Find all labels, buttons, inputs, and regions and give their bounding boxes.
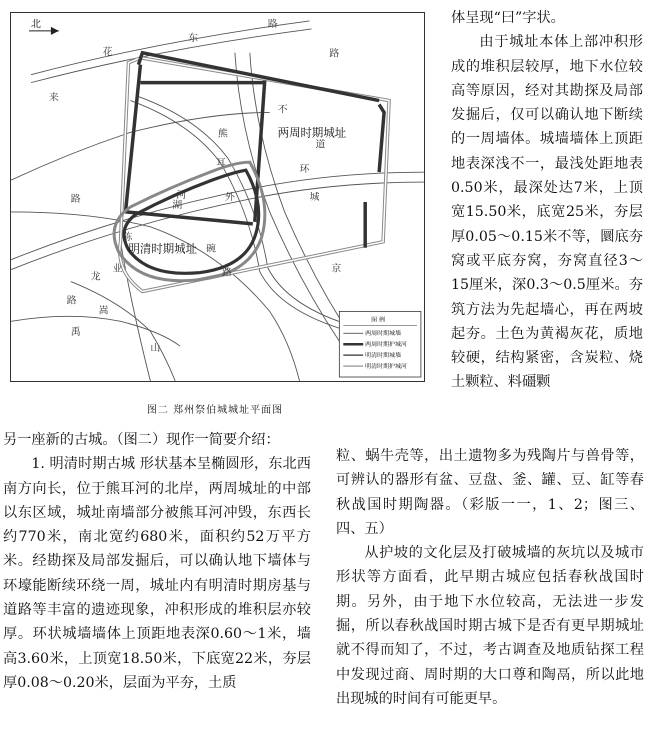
paragraph: 1. 明清时期古城 形状基本呈椭圆形，东北西南方向长，位于熊耳河的北岸，两周城址的中部以东区域，城址南墙部分被熊耳河冲毁，东西长约770米，南北宽约680米，面积约52万平方米。经勘探及局部发掘后，可以确认地下墙体与环壕能断续环绕一周，城址内有明清时期房基与道路等丰富的遗迹现象，冲积形成的堆积层亦较厚。环状城墙墙体上顶距地表深0.60～1米，墙高3.60米，上顶宽18.50米，下底宽22米，夯层厚0.08～0.20米，层面为平夯，土质: [3, 456, 311, 691]
svg-text:路: 路: [70, 193, 81, 205]
svg-text:花: 花: [102, 46, 113, 58]
paragraph: 从护坡的文化层及打破城墙的灰坑以及城市形状等方面看，此早期古城应包括春秋战国时期。另外，由于地下水位较高，无法进一步发掘，所以春秋战国时期古城下是否有更早期城址就不得而知了，不过，考古调查及地质钻探工程中发现过商、周时期的大口尊和陶鬲，所以此地出现城的时间有可能更早。: [336, 545, 644, 707]
svg-text:河: 河: [176, 189, 187, 201]
legend: [339, 311, 421, 377]
right-column-text: [451, 6, 643, 395]
svg-text:环: 环: [299, 164, 310, 176]
left-column-text: [3, 428, 311, 695]
svg-text:来: 来: [48, 92, 59, 104]
svg-text:京: 京: [331, 263, 342, 275]
legend-item-zhou-moat: 两周时期护城河: [365, 341, 407, 349]
site-plan-svg: [11, 13, 424, 381]
svg-text:耳: 耳: [216, 158, 226, 170]
svg-text:山: 山: [150, 343, 161, 355]
svg-text:熊: 熊: [217, 128, 228, 140]
svg-text:碗: 碗: [206, 243, 217, 255]
svg-text:禹: 禹: [70, 327, 81, 339]
svg-text:陈: 陈: [122, 231, 133, 243]
legend-item-mingqing-moat: 明清时期护城河: [365, 363, 407, 371]
svg-text:路: 路: [66, 295, 77, 307]
north-label: 北: [31, 18, 41, 30]
legend-item-mingqing-wall: 明清时期城墙: [365, 352, 401, 360]
bottom-right-column-text: [336, 444, 644, 711]
mingqing-site-label: 明清时期城址: [128, 241, 198, 256]
legend-item-zhou-wall: 两周时期城墙: [365, 330, 401, 338]
legend-title: 图 例: [371, 316, 385, 324]
zhou-site-label: 两周时期城址: [277, 125, 347, 140]
paragraph: 由于城址本体上部冲积形成的堆积层较厚，地下水位较高等原因，经对其勘探及局部发掘后，仅可以确认地下断续的一周墙体。城墙墙体上顶距地表深浅不一，最浅处距地表0.50米，最深处达7米，上顶宽15.50米，底宽25米，夯层厚0.05～0.15米不等，圜底夯窝或平底夯窝，夯窝直径3～15厘米，深0.3～0.5厘米。夯筑方法为先起墙心，再在两坡起夯。土色为黄褐灰花，质地较硬，结构紧密，含炭粒、烧土颗粒、料礓颗: [451, 34, 643, 391]
svg-text:城: 城: [309, 191, 320, 203]
svg-text:道: 道: [315, 139, 326, 151]
svg-text:不: 不: [277, 104, 288, 116]
svg-text:东: 东: [188, 32, 199, 44]
svg-text:嵩: 嵩: [98, 305, 109, 317]
north-arrow-icon: [29, 18, 59, 35]
site-plan-map: [10, 12, 425, 382]
svg-text:外: 外: [224, 191, 235, 203]
paragraph: 另一座新的古城。（图二）现作一简要介绍：: [3, 432, 280, 448]
svg-text:龙: 龙: [90, 271, 101, 283]
svg-text:业: 业: [112, 263, 123, 275]
paragraph: 粒、蜗牛壳等，出土遗物多为残陶片与兽骨等，可辨认的器形有盆、豆盘、釜、罐、豆、缸等春秋战国时期陶器。（彩版一一，1、2；图三、四、五）: [336, 448, 644, 537]
svg-text:路: 路: [267, 18, 278, 30]
svg-text:湖: 湖: [172, 199, 183, 211]
paragraph: 体呈现“曰”字状。: [451, 10, 565, 26]
figure-caption: 图二 郑州祭伯城城址平面图: [146, 405, 284, 416]
svg-text:路: 路: [329, 48, 340, 60]
svg-text:路: 路: [221, 267, 232, 279]
